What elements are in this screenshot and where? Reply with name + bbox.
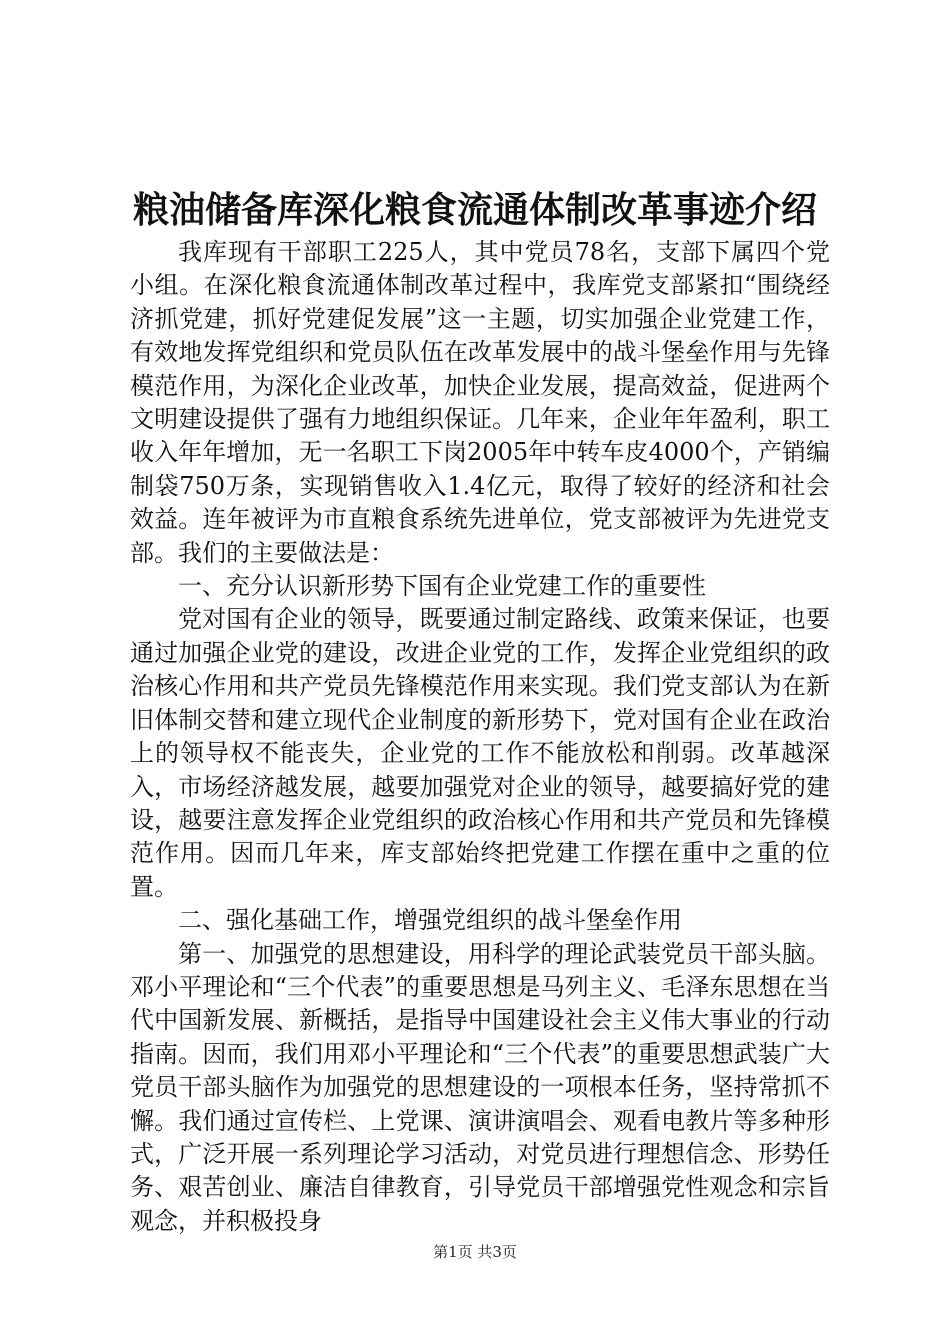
paragraph-intro: 我库现有干部职工225人，其中党员78名，支部下属四个党小组。在深化粮食流通体制改革过程中，我库党支部紧扣“围绕经济抓党建，抓好党建促发展”这一主题，切实加强企业党建工作，有效地发挥党组织和党员队伍在改革发展中的战斗堡垒作用与先锋模范作用，为深化企业改革，加快企业发展，提高效益，促进两个文明建设提供了强有力地组织保证。几年来，企业年年盈利，职工收入年年增加，无一名职工下岗2005年中转车皮4000个，产销编制袋750万条，实现销售收入1.4亿元，取得了较好的经济和社会效益。连年被评为市直粮食系统先进单位，党支部被评为先进党支部。我们的主要做法是： (130, 238, 830, 567)
section-heading-1: 一、充分认识新形势下国有企业党建工作的重要性 (178, 572, 706, 601)
paragraph-section-2: 第一、加强党的思想建设，用科学的理论武装党员干部头脑。邓小平理论和“三个代表”的重要思想是马列主义、毛泽东思想在当代中国新发展、新概括，是指导中国建设社会主义伟大事业的行动指南。因而，我们用邓小平理论和“三个代表”的重要思想武装广大党员干部头脑作为加强党的思想建设的一项根本任务，坚持常抓不懈。我们通过宣传栏、上党课、演讲演唱会、观看电教片等多种形式，广泛开展一系列理论学习活动，对党员进行理想信念、形势任务、艰苦创业、廉洁自律教育，引导党员干部增强党性观念和宗旨观念，并积极投身 (130, 939, 830, 1235)
paragraph-section-1: 党对国有企业的领导，既要通过制定路线、政策来保证，也要通过加强企业党的建设，改进企业党的工作，发挥企业党组织的政治核心作用和共产党员先锋模范作用来实现。我们党支部认为在新旧体制交替和建立现代企业制度的新形势下，党对国有企业在政治上的领导权不能丧失，企业党的工作不能放松和削弱。改革越深入，市场经济越发展，越要加强党对企业的领导，越要搞好党的建设，越要注意发挥企业党组织的政治核心作用和共产党员和先锋模范作用。因而几年来，库支部始终把党建工作摆在重中之重的位置。 (130, 605, 830, 901)
document-body (130, 236, 830, 1238)
section-heading-2: 二、强化基础工作，增强党组织的战斗堡垒作用 (178, 906, 682, 935)
page-footer: 第1页 共3页 (433, 1243, 517, 1261)
document-title: 粮油储备库深化粮食流通体制改革事迹介绍 (132, 189, 817, 231)
